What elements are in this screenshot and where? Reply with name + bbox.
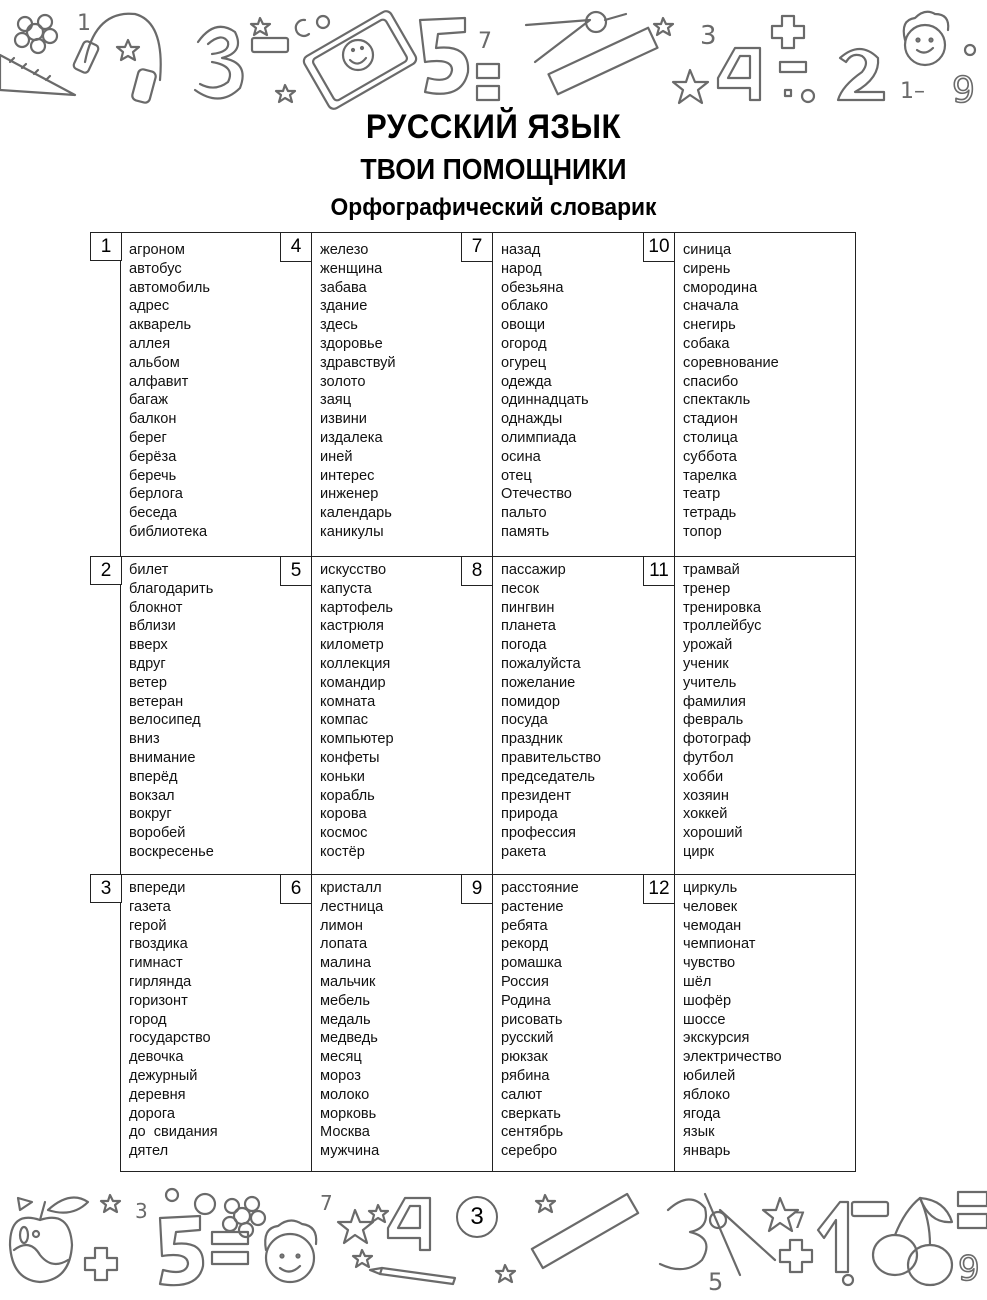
dictionary-word: автомобиль (129, 279, 210, 296)
dictionary-word: шоссе (683, 1011, 726, 1028)
dictionary-word: алфавит (129, 373, 189, 390)
dictionary-word: спектакль (683, 392, 751, 409)
dictionary-word: искусство (320, 562, 387, 578)
dictionary-word: корабль (320, 787, 375, 804)
dictionary-word: тренировка (683, 599, 761, 616)
dictionary-word: инженер (320, 486, 379, 503)
dictionary-word: вблизи (129, 618, 176, 635)
number-3-icon (195, 27, 243, 99)
dictionary-word: хоккей (683, 806, 728, 823)
dictionary-word: тарелка (683, 467, 737, 484)
dictionary-word: народ (501, 260, 542, 277)
dictionary-word: извини (320, 411, 367, 428)
dictionary-word: огурец (501, 354, 547, 371)
dictionary-word: корова (320, 806, 367, 823)
dictionary-word: хороший (683, 825, 743, 842)
dictionary-word: экскурсия (683, 1030, 750, 1047)
dictionary-word: компьютер (320, 731, 394, 748)
star-icon (276, 85, 295, 102)
dictionary-word: серебро (501, 1143, 558, 1160)
dictionary-word: девочка (129, 1049, 184, 1066)
dictionary-word: женщина (320, 260, 383, 277)
dictionary-word: председатель (501, 768, 596, 785)
svg-text:5: 5 (708, 1268, 724, 1296)
word-list-group-9 (501, 879, 579, 1161)
dictionary-word: язык (683, 1124, 715, 1141)
dictionary-word: беречь (129, 467, 177, 484)
dictionary-word: профессия (501, 825, 576, 842)
word-list-group-10 (683, 241, 779, 542)
word-list-group-3 (129, 879, 218, 1161)
dictionary-word: каникулы (320, 523, 384, 540)
number-3-icon (660, 1199, 706, 1269)
equals-icon (958, 1192, 987, 1228)
group-number-badge: 3 (90, 874, 122, 903)
dictionary-word: гирлянда (129, 973, 192, 990)
dictionary-word: комната (320, 693, 376, 710)
dictionary-word: медведь (320, 1030, 378, 1047)
group-number-badge: 10 (643, 233, 675, 262)
number-2-icon (838, 49, 884, 100)
dictionary-word: вокзал (129, 787, 175, 804)
dictionary-word: воскресенье (129, 843, 214, 860)
star-icon (536, 1195, 555, 1212)
dictionary-word: билет (129, 562, 169, 578)
compass-icon (526, 12, 626, 62)
dictionary-word: хозяин (683, 787, 729, 804)
dictionary-word: впереди (129, 880, 186, 896)
top-doodle-border (0, 0, 987, 110)
dictionary-word: космос (320, 825, 368, 842)
svg-text:9: 9 (958, 1249, 980, 1289)
dictionary-word: коллекция (320, 655, 391, 672)
word-list-group-8 (501, 561, 601, 862)
dictionary-word: отец (501, 467, 532, 484)
dictionary-word: рябина (501, 1067, 550, 1084)
dictionary-word: шофёр (683, 992, 732, 1009)
dictionary-word: автобус (129, 260, 182, 277)
dictionary-word: синица (683, 242, 732, 258)
dictionary-word: командир (320, 674, 386, 691)
group-number-badge: 6 (280, 875, 312, 904)
dictionary-word: ягода (683, 1105, 721, 1122)
dictionary-word: салют (501, 1086, 543, 1103)
dictionary-word: русский (501, 1030, 554, 1047)
dictionary-word: мужчина (320, 1143, 380, 1160)
dictionary-word: дятел (129, 1143, 169, 1160)
dictionary-word: лопата (320, 936, 368, 953)
divide-icon (780, 62, 814, 102)
dictionary-word: президент (501, 787, 572, 804)
dictionary-word: гвоздика (129, 936, 188, 953)
number-4-icon (718, 48, 760, 100)
word-list-group-12 (683, 879, 782, 1161)
group-number-badge: 11 (643, 557, 675, 586)
dictionary-word: берлога (129, 486, 183, 503)
dictionary-word: морковь (320, 1105, 377, 1122)
dictionary-word: пальто (501, 505, 547, 522)
dictionary-word: пожелание (501, 674, 576, 691)
flower-icon (15, 15, 57, 53)
dictionary-word: Россия (501, 973, 549, 990)
dictionary-word: медаль (320, 1011, 371, 1028)
dictionary-word: деревня (129, 1086, 186, 1103)
dictionary-word: цирк (683, 843, 715, 860)
dictionary-word: столица (683, 429, 738, 446)
dictionary-word: чувство (683, 955, 736, 972)
svg-text:7: 7 (478, 29, 492, 54)
dictionary-word: урожай (683, 637, 733, 654)
dictionary-word: воробей (129, 825, 186, 842)
dictionary-word: яблоко (683, 1086, 731, 1103)
dictionary-word: циркуль (683, 880, 738, 896)
dictionary-word: рекорд (501, 936, 549, 953)
svg-text:7: 7 (792, 1209, 806, 1234)
dictionary-word: пингвин (501, 599, 555, 616)
dictionary-word: ракета (501, 843, 547, 860)
dictionary-word: здравствуй (320, 354, 396, 371)
dictionary-word: интерес (320, 467, 375, 484)
dictionary-word: заяц (320, 392, 352, 409)
star-icon (654, 18, 673, 35)
svg-text:3: 3 (135, 1199, 148, 1223)
cherry-icon (873, 1198, 952, 1285)
dictionary-word: троллейбус (683, 618, 762, 635)
star-icon (338, 1210, 373, 1243)
dictionary-word: человек (683, 898, 738, 915)
group-number-badge: 5 (280, 557, 312, 586)
dictionary-word: огород (501, 335, 547, 352)
dictionary-word: государство (129, 1030, 211, 1047)
dictionary-word: пожалуйста (501, 655, 581, 672)
dictionary-word: дежурный (129, 1067, 198, 1084)
spelling-dictionary-table (100, 232, 856, 1172)
dictionary-word: учитель (683, 674, 737, 691)
dictionary-word: сирень (683, 260, 731, 277)
page-number: 3 (456, 1196, 498, 1238)
dictionary-word: здоровье (320, 335, 383, 352)
dictionary-word: багаж (129, 392, 169, 409)
dictionary-word: календарь (320, 505, 392, 522)
dictionary-word: помидор (501, 693, 560, 710)
dictionary-word: газета (129, 898, 171, 915)
dictionary-word: сверкать (501, 1105, 561, 1122)
dictionary-word: капуста (320, 580, 372, 597)
dictionary-word: кастрюля (320, 618, 384, 635)
dictionary-word: расстояние (501, 880, 579, 896)
number-1-icon (818, 1202, 853, 1285)
dictionary-word: Отечество (501, 486, 572, 503)
dictionary-word: одежда (501, 373, 552, 390)
boy-face-icon (265, 1220, 316, 1282)
dictionary-word: альбом (129, 354, 180, 371)
dictionary-word: электричество (683, 1049, 782, 1066)
dictionary-word: сентябрь (501, 1124, 564, 1141)
group-number-badge: 9 (461, 875, 493, 904)
dictionary-word: малина (320, 955, 371, 972)
dictionary-word: осина (501, 448, 541, 465)
dictionary-word: посуда (501, 712, 548, 729)
word-list-group-2 (129, 561, 214, 862)
dictionary-word: вниз (129, 731, 160, 748)
dictionary-word: снегирь (683, 317, 736, 334)
dictionary-word: ребята (501, 917, 548, 934)
dictionary-word: костёр (320, 843, 365, 860)
dictionary-word: мальчик (320, 973, 376, 990)
group-number-badge: 4 (280, 233, 312, 262)
dictionary-word: шёл (683, 973, 712, 990)
column-divider (311, 233, 312, 1171)
star-icon (251, 18, 270, 35)
page-title: РУССКИЙ ЯЗЫК (365, 108, 622, 146)
dictionary-word: компас (320, 712, 369, 729)
dictionary-word: забава (320, 279, 367, 296)
dictionary-word: собака (683, 335, 730, 352)
dictionary-word: герой (129, 917, 167, 934)
dictionary-word: кристалл (320, 880, 382, 896)
dictionary-word: блокнот (129, 599, 183, 616)
plus-icon (780, 1240, 812, 1272)
group-number-badge: 2 (90, 556, 122, 585)
dictionary-word: конфеты (320, 749, 380, 766)
dictionary-word: золото (320, 373, 366, 390)
dictionary-word: юбилей (683, 1067, 736, 1084)
star-icon (117, 40, 139, 60)
group-number-badge: 12 (643, 875, 675, 904)
dictionary-word: правительство (501, 749, 601, 766)
word-list-group-4 (320, 241, 396, 542)
number-5-icon (160, 1216, 203, 1285)
dictionary-word: погода (501, 637, 547, 654)
dictionary-word: назад (501, 242, 541, 258)
compass-icon (705, 1194, 775, 1275)
dictionary-word: месяц (320, 1049, 362, 1066)
dictionary-word: олимпиада (501, 429, 577, 446)
dictionary-word: мебель (320, 992, 370, 1009)
pencil-icon (370, 1268, 455, 1284)
dictionary-word: однажды (501, 411, 563, 428)
svg-text:9: 9 (952, 70, 975, 110)
dictionary-word: песок (501, 580, 539, 597)
dictionary-word: рисовать (501, 1011, 563, 1028)
dictionary-word: одиннадцать (501, 392, 589, 409)
dictionary-word: железо (320, 242, 369, 258)
star-icon (353, 1250, 372, 1267)
plus-icon (772, 16, 804, 48)
dictionary-word: лимон (320, 917, 363, 934)
dictionary-word: дорога (129, 1105, 175, 1122)
dictionary-word: стадион (683, 411, 738, 428)
dictionary-word: растение (501, 898, 564, 915)
dictionary-word: трамвай (683, 562, 740, 578)
dictionary-word: аллея (129, 335, 171, 352)
column-divider (674, 233, 675, 1171)
word-list-group-6 (320, 879, 383, 1161)
dictionary-word: смородина (683, 279, 758, 296)
dictionary-word: футбол (683, 749, 734, 766)
dictionary-word: агроном (129, 242, 185, 258)
number-4-icon (388, 1198, 430, 1250)
word-list-group-11 (683, 561, 761, 862)
dictionary-word: театр (683, 486, 721, 503)
boy-face-icon (904, 12, 948, 65)
dictionary-word: сначала (683, 298, 739, 315)
dictionary-word: до свидания (129, 1124, 218, 1141)
dictionary-word: февраль (683, 712, 744, 729)
dictionary-word: Родина (501, 992, 551, 1009)
group-number-badge: 8 (461, 557, 493, 586)
bottom-doodle-border (0, 1180, 987, 1300)
dictionary-word: чемпионат (683, 936, 756, 953)
svg-text:1–: 1– (900, 79, 925, 104)
dictionary-word: фамилия (683, 693, 746, 710)
dictionary-word: соревнование (683, 354, 779, 371)
dictionary-word: чемодан (683, 917, 742, 934)
minus-icon (852, 1202, 888, 1216)
dictionary-word: топор (683, 523, 722, 540)
dictionary-word: адрес (129, 298, 170, 315)
dictionary-word: издалека (320, 429, 383, 446)
dictionary-word: тетрадь (683, 505, 737, 522)
dictionary-word: гимнаст (129, 955, 183, 972)
dictionary-word: хобби (683, 768, 724, 785)
column-divider (492, 233, 493, 1171)
dictionary-word: мороз (320, 1067, 361, 1084)
dictionary-word: овощи (501, 317, 545, 334)
dictionary-word: ромашка (501, 955, 562, 972)
star-icon (369, 1205, 388, 1222)
group-number-badge: 1 (90, 232, 122, 261)
dictionary-word: балкон (129, 411, 177, 428)
dictionary-word: облако (501, 298, 549, 315)
minus-icon (252, 38, 288, 52)
word-list-group-7 (501, 241, 589, 542)
dictionary-word: внимание (129, 749, 196, 766)
ruler-icon (549, 28, 658, 94)
star-icon (673, 70, 708, 103)
word-list-group-1 (129, 241, 210, 542)
ruler-icon (532, 1194, 638, 1268)
dictionary-word: велосипед (129, 712, 201, 729)
section-title: Орфографический словарик (330, 194, 657, 221)
dictionary-word: рюкзак (501, 1049, 548, 1066)
dictionary-word: город (129, 1011, 167, 1028)
dictionary-word: праздник (501, 731, 563, 748)
banknote-smiley-icon (302, 9, 419, 110)
dictionary-word: берёза (129, 448, 177, 465)
dictionary-word: здесь (320, 317, 358, 334)
dictionary-word: благодарить (129, 580, 214, 597)
page-subtitle: ТВОИ ПОМОЩНИКИ (360, 154, 627, 186)
number-5-icon (420, 18, 468, 94)
dictionary-word: беседа (129, 505, 178, 522)
dictionary-word: вперёд (129, 768, 178, 785)
plus-icon (85, 1248, 117, 1280)
dictionary-word: молоко (320, 1086, 370, 1103)
dictionary-word: ветер (129, 674, 167, 691)
dictionary-word: коньки (320, 768, 365, 785)
dictionary-word: картофель (320, 599, 394, 616)
dictionary-word: иней (320, 448, 353, 465)
number-9-icon (952, 70, 975, 110)
star-icon (496, 1265, 515, 1282)
svg-text:3: 3 (700, 21, 717, 51)
dictionary-word: ветеран (129, 693, 184, 710)
dictionary-word: километр (320, 637, 384, 654)
dictionary-word: ученик (683, 655, 729, 672)
dictionary-word: вокруг (129, 806, 172, 823)
dictionary-word: фотограф (683, 731, 752, 748)
equals-icon (477, 64, 499, 100)
dictionary-word: планета (501, 618, 556, 635)
svg-text:7: 7 (320, 1191, 333, 1215)
number-9-icon (958, 1249, 980, 1289)
word-list-group-5 (320, 561, 394, 862)
dictionary-word: горизонт (129, 992, 188, 1009)
dictionary-word: здание (320, 298, 368, 315)
dictionary-word: спасибо (683, 373, 739, 390)
dictionary-word: библиотека (129, 523, 208, 540)
dictionary-word: вдруг (129, 655, 166, 672)
svg-text:1: 1 (77, 11, 91, 36)
dictionary-word: пассажир (501, 562, 566, 578)
dictionary-word: вверх (129, 637, 168, 654)
dictionary-word: акварель (129, 317, 192, 334)
dictionary-word: тренер (683, 580, 731, 597)
dictionary-word: природа (501, 806, 558, 823)
triangle-ruler-icon (0, 55, 75, 95)
dictionary-word: память (501, 523, 550, 540)
dictionary-word: Москва (320, 1124, 370, 1141)
dictionary-word: обезьяна (501, 279, 564, 296)
dictionary-word: суббота (683, 448, 737, 465)
dictionary-word: январь (683, 1143, 731, 1160)
group-number-badge: 7 (461, 233, 493, 262)
star-icon (101, 1195, 120, 1212)
dictionary-word: лестница (320, 898, 384, 915)
dictionary-word: берег (129, 429, 167, 446)
